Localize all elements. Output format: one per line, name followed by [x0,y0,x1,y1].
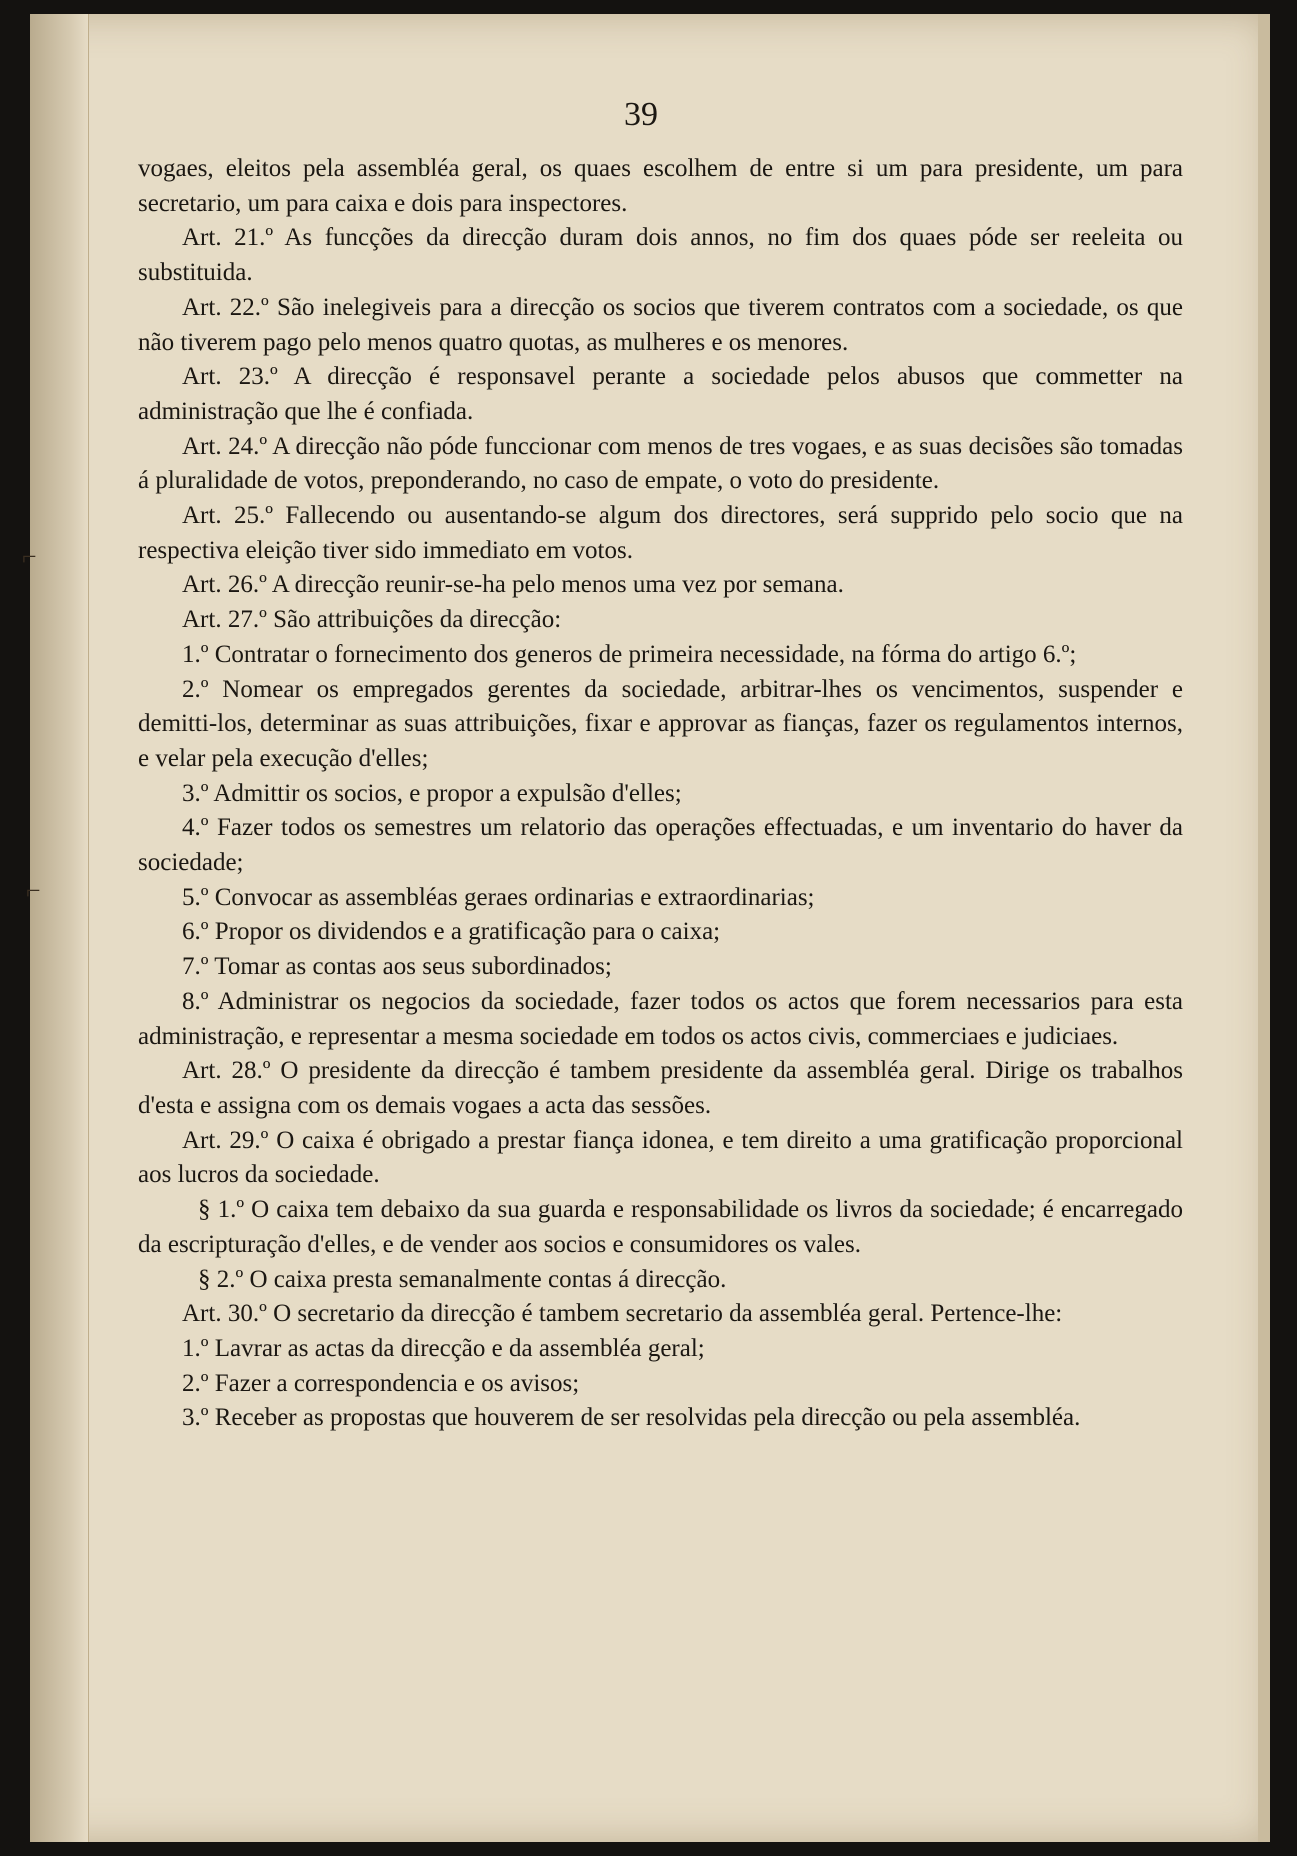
article-27-item-3: 3.º Admittir os socios, e propor a expulsão d'elles; [182,779,682,807]
article-30-item-2: 2.º Fazer a correspondencia e os avisos; [182,1369,580,1397]
article-29-section-2: § 2.º O caixa presta semanalmente contas á direcção. [198,1265,727,1293]
article-29: Art. 29.º O caixa é obrigado a prestar fiança idonea, e tem direito a uma gratificação proporcional aos lucros da sociedade. [138,1126,1183,1189]
page-body-text [138,152,1183,1436]
article-27-item-8: 8.º Administrar os negocios da sociedade, fazer todos os actos que forem necessarios para esta administração, e representar a mesma sociedade em todos os actos civis, commerciaes e judiciaes. [138,987,1183,1050]
article-23: Art. 23.º A direcção é responsavel perante a sociedade pelos abusos que commetter na administração que lhe é confiada. [138,363,1183,425]
book-page [22,14,1270,1842]
page-number: 39 [624,96,658,133]
article-29-section-1: § 1.º O caixa tem debaixo da sua guarda e responsabilidade os livros da sociedade; é encarregado da escripturação d'elles, e de vender aos socios e consumidores os vales. [138,1196,1183,1258]
article-28: Art. 28.º O presidente da direcção é tambem presidente da assembléa geral. Dirige os trabalhos d'esta e assigna com os demais vogaes a acta das sessões. [138,1057,1183,1119]
page-edge [1258,14,1270,1842]
article-27-item-5: 5.º Convocar as assembléas geraes ordinarias e extraordinarias; [182,883,815,911]
article-30: Art. 30.º O secretario da direcção é tambem secretario da assembléa geral. Pertence-lhe: [182,1300,1063,1328]
article-30-item-1: 1.º Lavrar as actas da direcção e da assembléa geral; [182,1334,705,1362]
article-27-item-6: 6.º Propor os dividendos e a gratificação para o caixa; [182,918,721,946]
article-25: Art. 25.º Fallecendo ou ausentando-se algum dos directores, será supprido pelo socio que na respectiva eleição tiver sido immediato em votos. [138,502,1183,564]
article-26: Art. 26.º A direcção reunir-se-ha pelo menos uma vez por semana. [182,571,844,599]
article-30-item-3: 3.º Receber as propostas que houverem de ser resolvidas pela direcção ou pela assembléa. [182,1404,1081,1432]
article-27: Art. 27.º São attribuições da direcção: [182,606,562,634]
paragraph-continuation: vogaes, eleitos pela assembléa geral, os quaes escolhem de entre si um para presidente, um para secretario, um para caixa e dois para inspectores. [138,155,1183,217]
thread-mark-icon: ⌐ [26,876,41,905]
article-27-item-2: 2.º Nomear os empregados gerentes da sociedade, arbitrar-lhes os vencimentos, suspender e demitti-los, determinar as suas attribuições, fixar e approvar as fianças, fazer os regulamentos internos, e velar pela execução d'elles; [138,675,1183,772]
article-27-item-4: 4.º Fazer todos os semestres um relatorio das operações effectuadas, e um inventario do haver da sociedade; [138,814,1183,877]
thread-mark-icon: ⌐ [22,542,37,571]
article-21: Art. 21.º As funcções da direcção duram dois annos, no fim dos quaes póde ser reeleita ou substituida. [138,224,1183,287]
article-24: Art. 24.º A direcção não póde funccionar com menos de tres vogaes, e as suas decisões são tomadas á pluralidade de votos, preponderando, no caso de empate, o voto do presidente. [138,432,1183,495]
article-22: Art. 22.º São inelegiveis para a direcção os socios que tiverem contratos com a sociedade, os que não tiverem pago pelo menos quatro quotas, as mulheres e os menores. [138,293,1183,356]
page-spine-shadow [30,14,89,1842]
article-27-item-7: 7.º Tomar as contas aos seus subordinados; [182,953,612,981]
article-27-item-1: 1.º Contratar o fornecimento dos generos de primeira necessidade, na fórma do artigo 6.º; [182,640,1077,668]
